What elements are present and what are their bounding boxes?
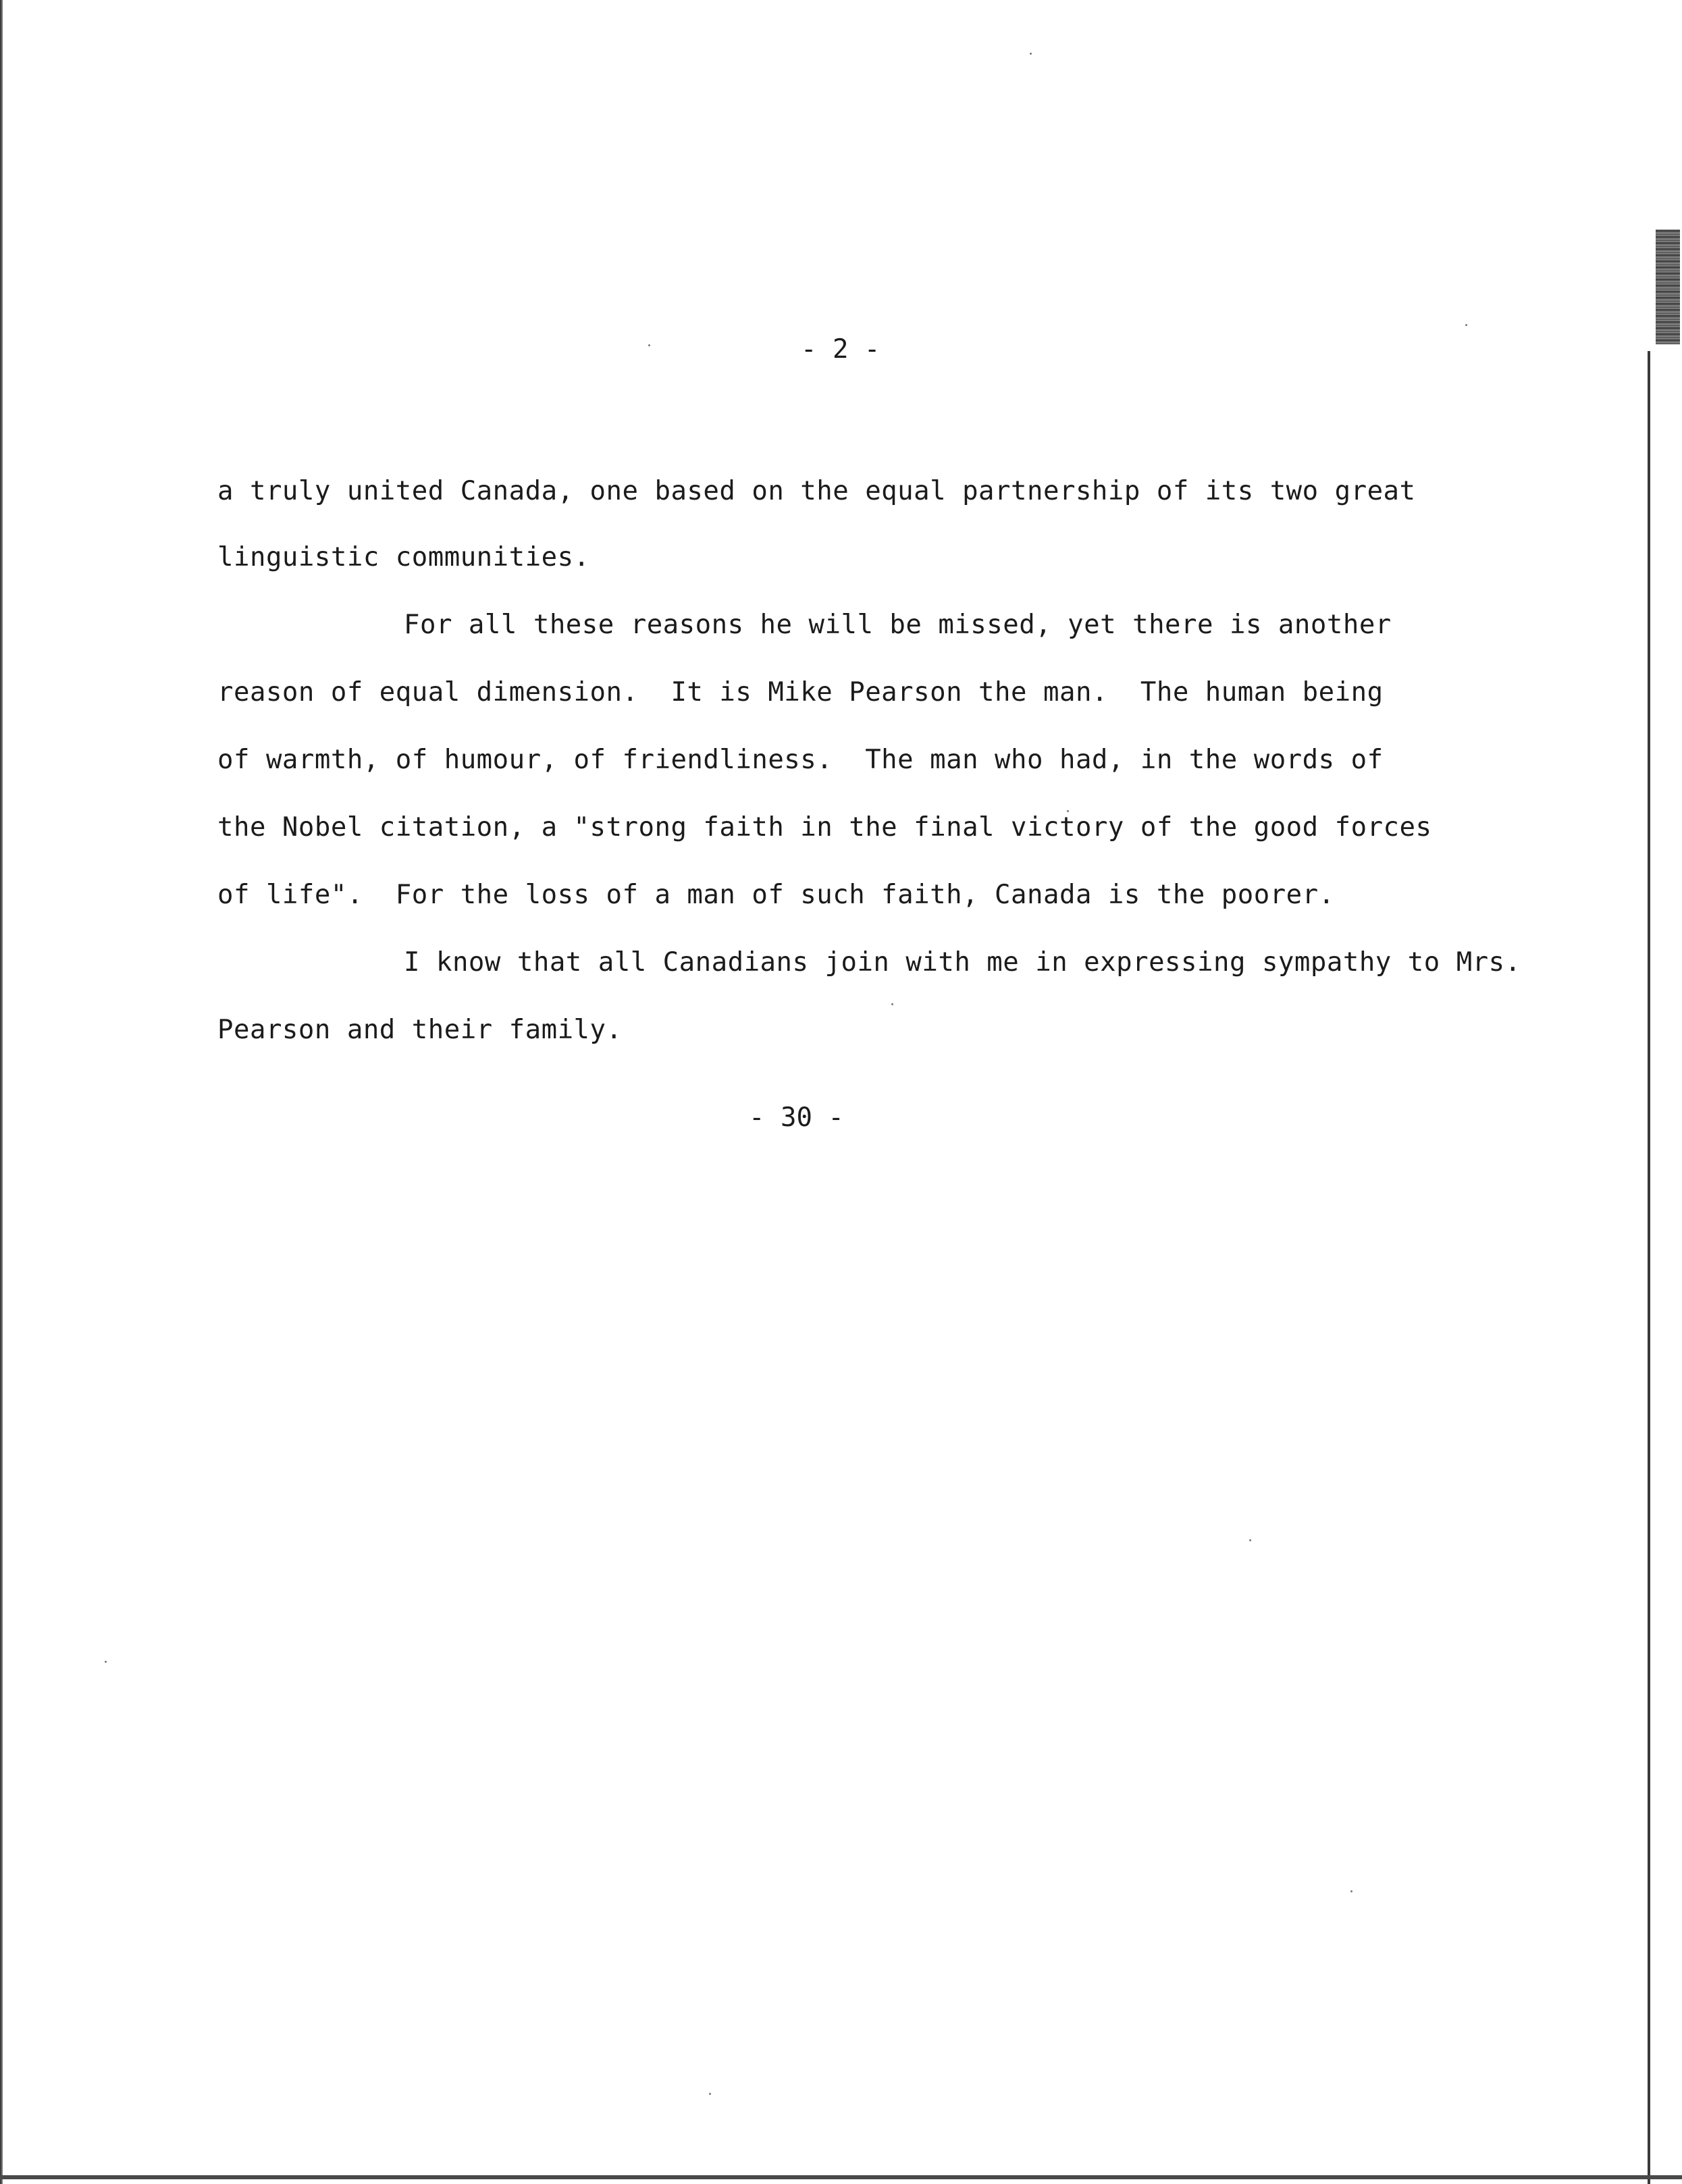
scan-speck xyxy=(891,1003,893,1005)
end-mark: - 30 - xyxy=(749,1102,844,1133)
scan-right-edge xyxy=(1648,351,1650,2184)
body-line: linguistic communities. xyxy=(217,542,590,572)
scan-binding-tab xyxy=(1656,230,1680,344)
scan-speck xyxy=(1350,1890,1352,1892)
body-line: For all these reasons he will be missed, yet there is another xyxy=(404,610,1392,640)
scan-speck xyxy=(105,1661,107,1663)
body-line: of warmth, of humour, of friendliness. The man who had, in the words of xyxy=(217,745,1384,775)
scan-left-edge xyxy=(0,0,3,2184)
body-line: Pearson and their family. xyxy=(217,1015,623,1045)
body-line: of life". For the loss of a man of such faith, Canada is the poorer. xyxy=(217,880,1335,910)
body-line: I know that all Canadians join with me in expressing sympathy to Mrs. xyxy=(404,947,1521,978)
body-line: a truly united Canada, one based on the equal partnership of its two great xyxy=(217,476,1416,506)
scan-speck xyxy=(709,2093,711,2095)
body-line: reason of equal dimension. It is Mike Pearson the man. The human being xyxy=(217,677,1384,708)
page-number: - 2 - xyxy=(801,334,881,365)
scan-speck xyxy=(1249,1539,1251,1541)
scan-speck xyxy=(1465,324,1467,326)
scan-bottom-edge xyxy=(0,2175,1682,2179)
body-line: the Nobel citation, a "strong faith in the final victory of the good forces xyxy=(217,812,1432,843)
scan-speck xyxy=(648,344,650,346)
scan-speck xyxy=(1030,53,1032,55)
scan-speck xyxy=(1067,810,1069,812)
